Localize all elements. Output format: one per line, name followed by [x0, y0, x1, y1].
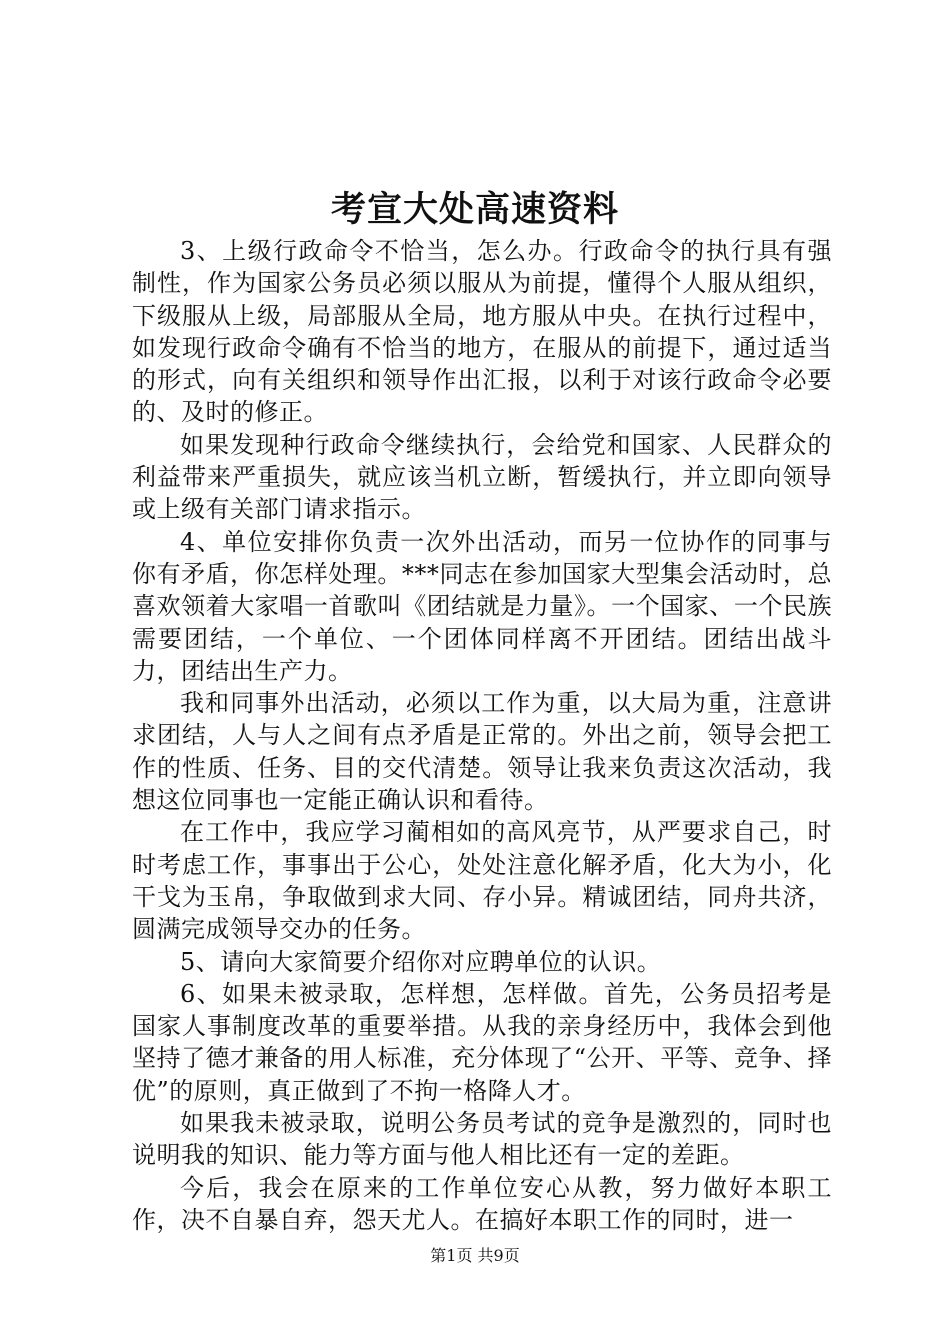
document-title: 考宣大处高速资料	[330, 189, 619, 230]
paragraph: 5、请向大家简要介绍你对应聘单位的认识。	[180, 947, 662, 976]
document-body	[132, 235, 832, 1236]
paragraph: 3、上级行政命令不恰当，怎么办。行政命令的执行具有强制性，作为国家公务员必须以服从为前提，懂得个人服从组织，下级服从上级，局部服从全局，地方服从中央。在执行过程中，如发现行政命令确有不恰当的地方，在服从的前提下，通过适当的形式，向有关组织和领导作出汇报，以利于对该行政命令必要的、及时的修正。	[132, 237, 832, 427]
paragraph: 6、如果未被录取，怎样想，怎样做。首先，公务员招考是国家人事制度改革的重要举措。从我的亲身经历中，我体会到他坚持了德才兼备的用人标准，充分体现了“公开、平等、竞争、择优”的原则，真正做到了不拘一格降人才。	[132, 979, 832, 1105]
paragraph: 我和同事外出活动，必须以工作为重，以大局为重，注意讲求团结，人与人之间有点矛盾是正常的。外出之前，领导会把工作的性质、任务、目的交代清楚。领导让我来负责这次活动，我想这位同事也一定能正确认识和看待。	[132, 689, 832, 815]
paragraph: 如果我未被录取，说明公务员考试的竞争是激烈的，同时也说明我的知识、能力等方面与他人相比还有一定的差距。	[132, 1109, 832, 1170]
paragraph: 4、单位安排你负责一次外出活动，而另一位协作的同事与你有矛盾，你怎样处理。***同志在参加国家大型集会活动时，总喜欢领着大家唱一首歌叫《团结就是力量》。一个国家、一个民族需要团结，一个单位、一个团体同样离不开团结。团结出战斗力，团结出生产力。	[132, 527, 832, 685]
paragraph: 如果发现种行政命令继续执行，会给党和国家、人民群众的利益带来严重损失，就应该当机立断，暂缓执行，并立即向领导或上级有关部门请求指示。	[132, 430, 832, 524]
paragraph: 今后，我会在原来的工作单位安心从教，努力做好本职工作，决不自暴自弃，怨天尤人。在搞好本职工作的同时，进一	[132, 1173, 832, 1234]
paragraph: 在工作中，我应学习蔺相如的高风亮节，从严要求自己，时时考虑工作，事事出于公心，处处注意化解矛盾，化大为小，化干戈为玉帛，争取做到求大同、存小异。精诚团结，同舟共济，圆满完成领导交办的任务。	[132, 818, 832, 944]
page-footer: 第1页 共9页	[430, 1246, 520, 1265]
